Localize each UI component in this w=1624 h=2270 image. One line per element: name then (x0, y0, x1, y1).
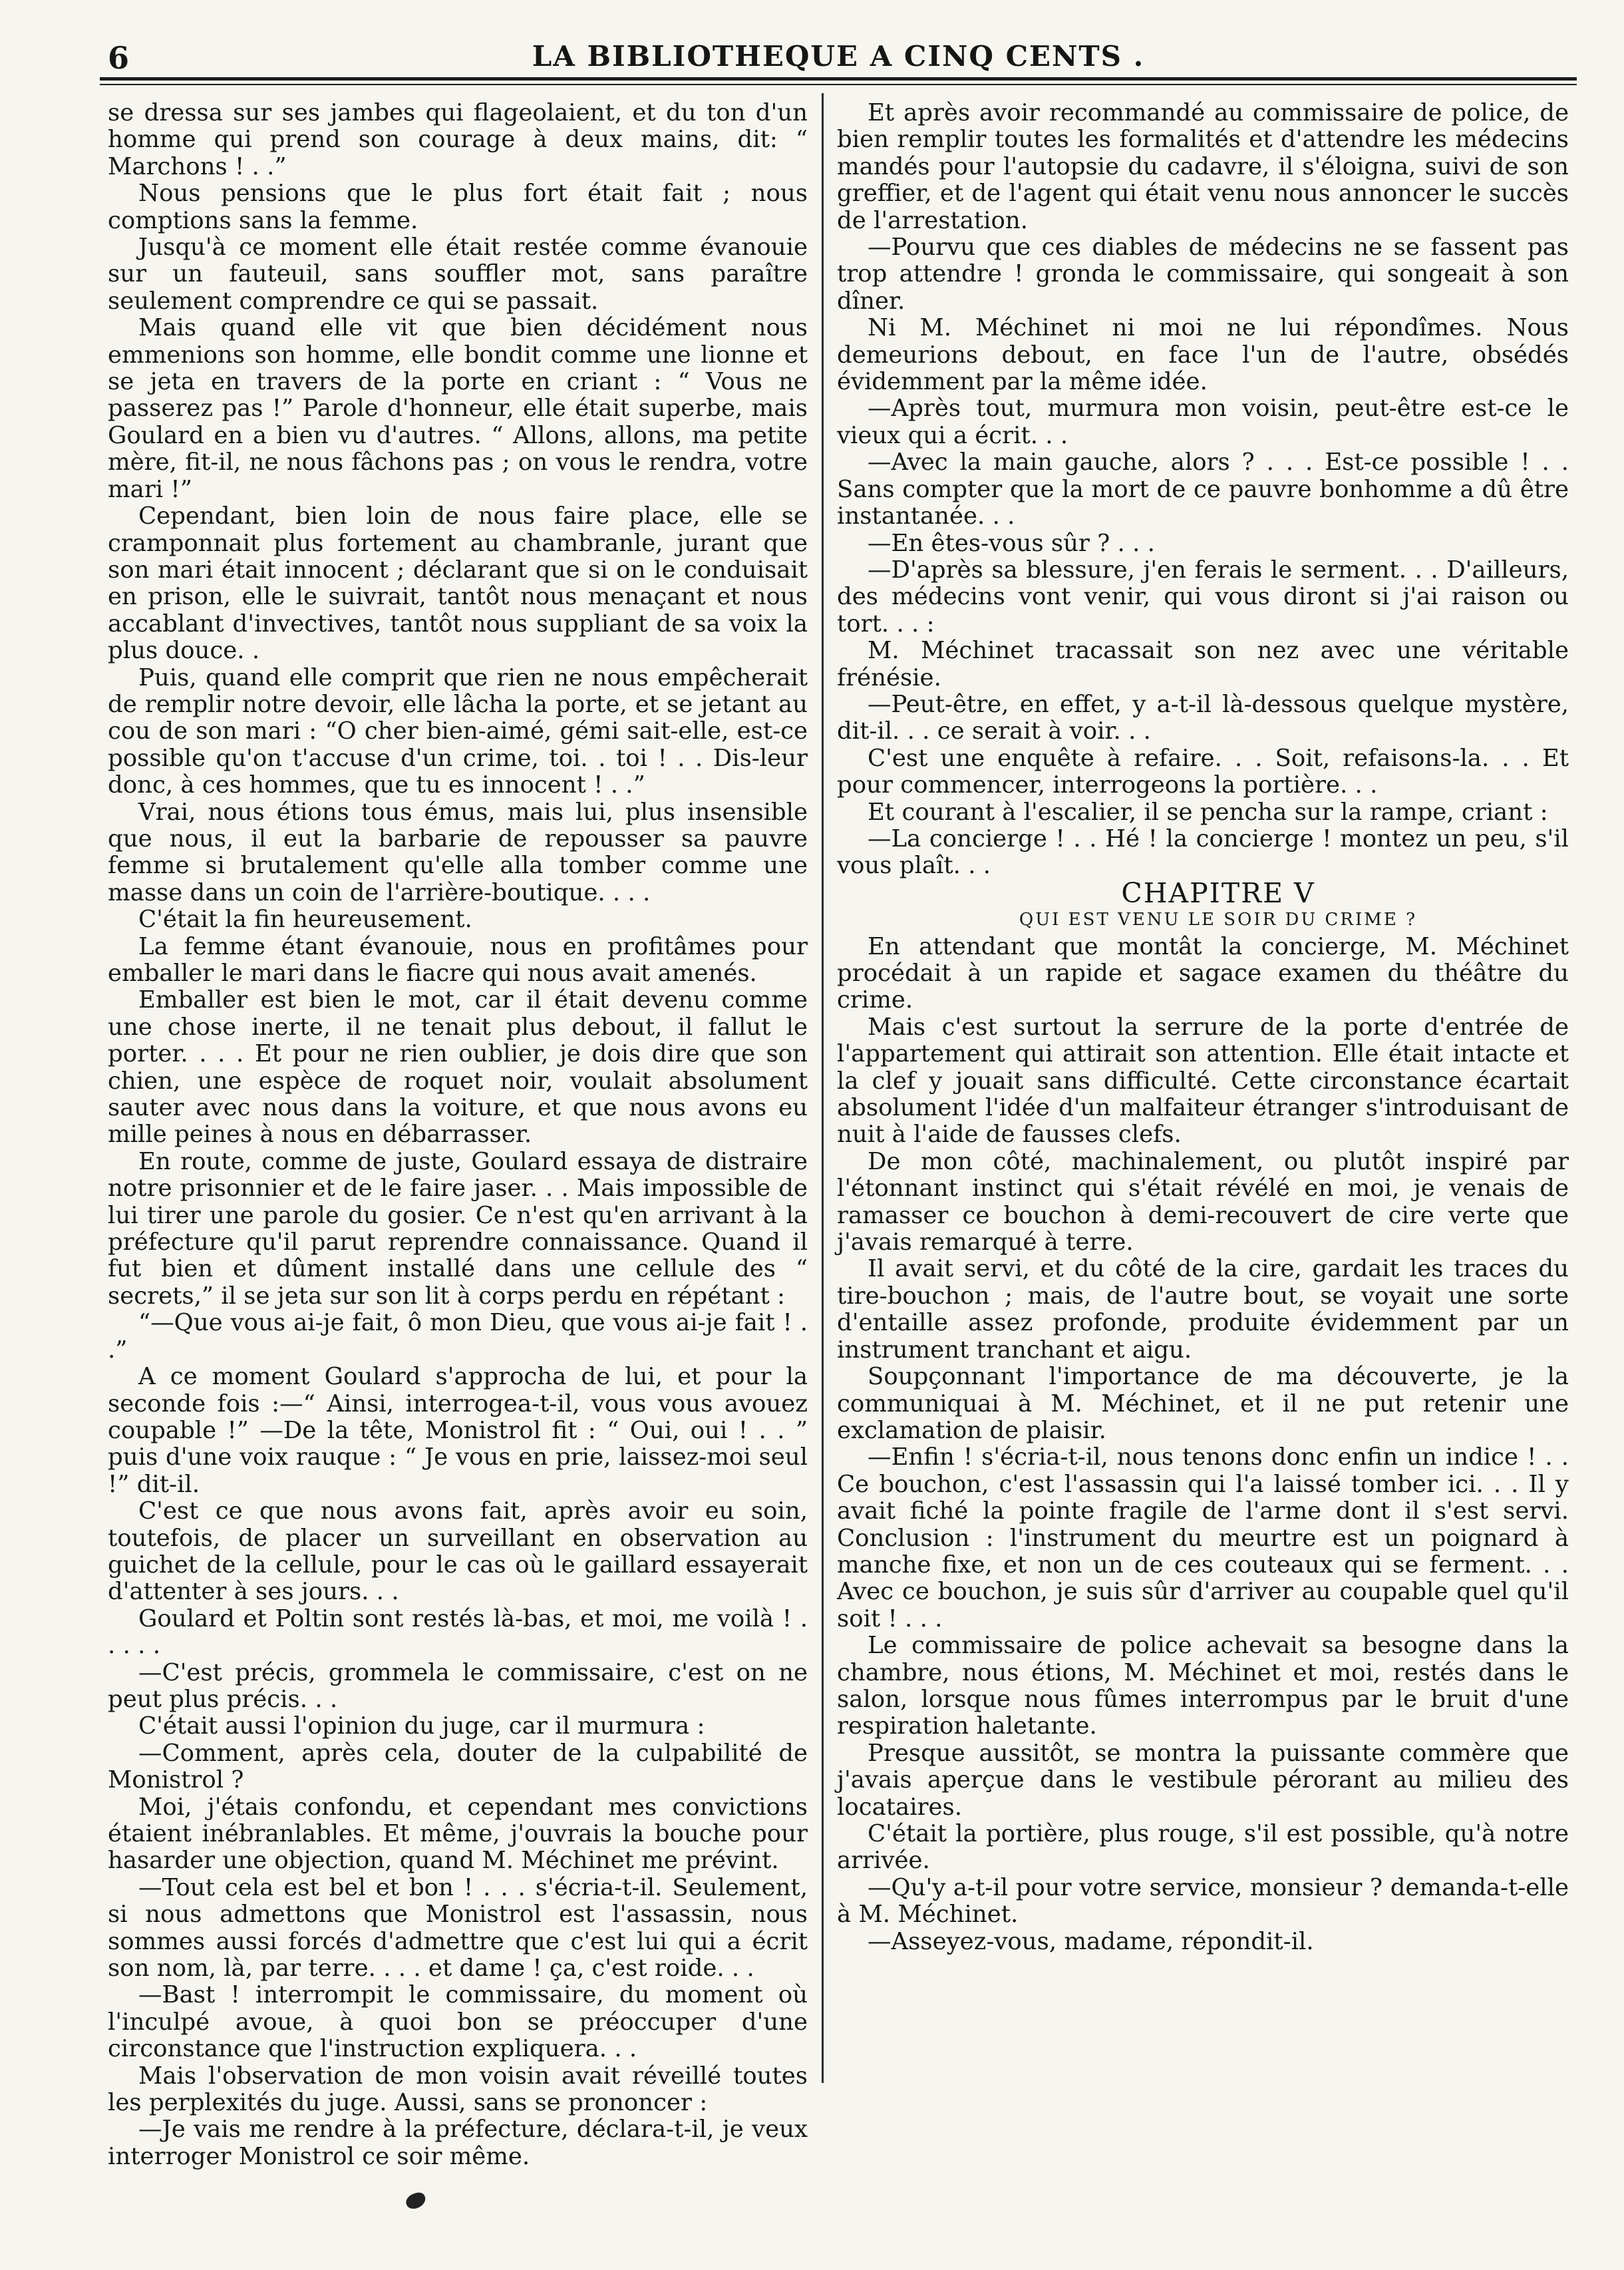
paragraph: C'est une enquête à refaire. . . Soit, refaisons-la. . . Et pour commencer, interrogeons la portière. . . (837, 744, 1569, 799)
paragraph: Soupçonnant l'importance de ma découverte, je la communiquai à M. Méchinet, et il ne put retenir une exclamation de plaisir. (837, 1363, 1569, 1444)
paragraph: Et courant à l'escalier, il se pencha sur la rampe, criant : (868, 798, 1548, 826)
right-column-text-after-chapter (837, 934, 1569, 1955)
paragraph: “—Que vous ai-je fait, ô mon Dieu, que vous ai-je fait ! . .” (108, 1309, 808, 1364)
paragraph: Vrai, nous étions tous émus, mais lui, plus insensible que nous, il eut la barbarie de repousser sa pauvre femme si brutalement qu'elle alla tomber comme une masse dans un coin de l'arrière-boutique. . . . (108, 798, 808, 906)
column-divider (822, 93, 824, 2083)
paragraph: C'était la fin heureusement. (138, 906, 472, 934)
paragraph: —Asseyez-vous, madame, répondit-il. (868, 1927, 1314, 1955)
chapter-subtitle: QUI EST VENU LE SOIR DU CRIME ? (1019, 910, 1418, 930)
newspaper-page (100, 0, 1577, 2270)
paragraph: Goulard et Poltin sont restés là-bas, et moi, me voilà ! . . . . . (108, 1605, 808, 1660)
paragraph: Et après avoir recommandé au commissaire de police, de bien remplir toutes les formalités et d'attendre les médecins mandés pour l'autopsie du cadavre, il s'éloigna, suivi de son greffier, et de l'agent qui était venu nous annoncer le succès de l'arrestation. (837, 99, 1569, 234)
paragraph: En attendant que montât la concierge, M. Méchinet procédait à un rapide et sagace examen du théâtre du crime. (837, 932, 1569, 1014)
paragraph: —Je vais me rendre à la préfecture, déclara-t-il, je veux interroger Monistrol ce soir même. (108, 2116, 808, 2170)
paragraph: C'était aussi l'opinion du juge, car il murmura : (138, 1712, 705, 1740)
header-rule-thick (100, 77, 1577, 81)
paragraph: C'était la portière, plus rouge, s'il est possible, qu'à notre arrivée. (837, 1820, 1569, 1875)
paragraph: —Pourvu que ces diables de médecins ne se fassent pas trop attendre ! gronda le commissaire, qui songeait à son dîner. (837, 234, 1569, 315)
paragraph: M. Méchinet tracassait son nez avec une véritable frénésie. (837, 637, 1569, 691)
paragraph: De mon côté, machinalement, ou plutôt inspiré par l'étonnant instinct qui s'était révélé en moi, je venais de ramasser ce bouchon à demi-recouvert de cire verte que j'avais remarqué à terre. (837, 1147, 1569, 1256)
paragraph: Mais c'est surtout la serrure de la porte d'entrée de l'appartement qui attirait son attention. Elle était intacte et la clef y jouait sans difficulté. Cette circonstance écartait absolument l'idée d'un malfaiteur étranger s'introduisant de nuit à l'aide de fausses clefs. (837, 1013, 1569, 1149)
paragraph: Presque aussitôt, se montra la puissante commère que j'avais aperçue dans le vestibule pérorant au milieu des locataires. (837, 1739, 1569, 1821)
paragraph: Moi, j'étais confondu, et cependant mes convictions étaient inébranlables. Et même, j'ouvrais la bouche pour hasarder une objection, quand M. Méchinet me prévint. (108, 1793, 808, 1875)
paragraph: —En êtes-vous sûr ? . . . (868, 529, 1155, 557)
paragraph: Mais l'observation de mon voisin avait réveillé toutes les perplexités du juge. Aussi, sans se prononcer : (108, 2062, 808, 2117)
paragraph: A ce moment Goulard s'approcha de lui, et pour la seconde fois :—“ Ainsi, interrogea-t-il, vous vous avouez coupable !” —De la tête, Monistrol fit : “ Oui, oui ! . . ” puis d'une voix rauque : “ Je vous en prie, laissez-moi seul !” dit-il. (108, 1363, 808, 1498)
paragraph: Il avait servi, et du côté de la cire, gardait les traces du tire-bouchon ; mais, de l'autre bout, se voyait une sorte d'entaille assez profonde, produite évidemment par un instrument tranchant et aigu. (837, 1255, 1569, 1364)
paragraph: se dressa sur ses jambes qui flageolaient, et du ton d'un homme qui prend son courage à deux mains, dit: “ Marchons ! . .” (108, 99, 808, 180)
paragraph: Cependant, bien loin de nous faire place, elle se cramponnait plus fortement au chambranle, jurant que son mari était innocent ; déclarant que si on le conduisait en prison, elle le suivrait, tantôt nous menaçant et nous accablant d'invectives, tantôt nous suppliant de sa voix la plus douce. . (108, 502, 808, 665)
paragraph: C'est ce que nous avons fait, après avoir eu soin, toutefois, de placer un surveillant en observation au guichet de la cellule, pour le cas où le gaillard essayerait d'attenter à ses jours. . . (108, 1497, 808, 1606)
paragraph: —Après tout, murmura mon voisin, peut-être est-ce le vieux qui a écrit. . . (837, 395, 1569, 449)
paragraph: —Peut-être, en effet, y a-t-il là-dessous quelque mystère, dit-il. . . ce serait à voir. . . (837, 690, 1569, 745)
paragraph: Le commissaire de police achevait sa besogne dans la chambre, nous étions, M. Méchinet et moi, restés dans le salon, lorsque nous fûmes interrompus par le bruit d'une respiration haletante. (837, 1632, 1569, 1740)
paragraph: Ni M. Méchinet ni moi ne lui répondîmes. Nous demeurions debout, en face l'un de l'autre, obsédés évidemment par la même idée. (837, 314, 1569, 396)
right-column-text-before-chapter (837, 100, 1569, 880)
paragraph: Mais quand elle vit que bien décidément nous emmenions son homme, elle bondit comme une lionne et se jeta en travers de la porte en criant : “ Vous ne passerez pas !” Parole d'honneur, elle était superbe, mais Goulard en a bien vu d'autres. “ Allons, allons, ma petite mère, fit-il, ne nous fâchons pas ; on vous le rendra, votre mari !” (108, 314, 808, 503)
paragraph: —C'est précis, grommela le commissaire, c'est on ne peut plus précis. . . (108, 1658, 808, 1713)
paragraph: —Bast ! interrompit le commissaire, du moment où l'inculpé avoue, à quoi bon se préoccuper d'une circonstance que l'instruction expliquera. . . (108, 1981, 808, 2063)
chapter-heading: CHAPITRE V (1121, 876, 1315, 909)
paragraph: —D'après sa blessure, j'en ferais le serment. . . D'ailleurs, des médecins vont venir, qui vous diront si j'ai raison ou tort. . . : (837, 556, 1569, 638)
paragraph: Jusqu'à ce moment elle était restée comme évanouie sur un fauteuil, sans souffler mot, sans paraître seulement comprendre ce qui se passait. (108, 234, 808, 315)
paragraph: Emballer est bien le mot, car il était devenu comme une chose inerte, il ne tenait plus debout, il fallut le porter. . . . Et pour ne rien oublier, je dois dire que son chien, une espèce de roquet noir, voulait absolument sauter avec nous dans la voiture, et que nous avons eu mille peines à nous en débarrasser. (108, 986, 808, 1149)
paragraph: —Comment, après cela, douter de la culpabilité de Monistrol ? (108, 1739, 808, 1794)
paragraph: Puis, quand elle comprit que rien ne nous empêcherait de remplir notre devoir, elle lâcha la porte, et se jetant au cou de son mari : “O cher bien-aimé, gémi sait-elle, est-ce possible qu'on t'accuse d'un crime, toi. . toi ! . . Dis-leur donc, à ces hommes, que tu es innocent ! . .” (108, 663, 808, 799)
page-number: 6 (108, 40, 130, 76)
left-column (108, 100, 808, 2170)
paragraph: En route, comme de juste, Goulard essaya de distraire notre prisonnier et de le faire jaser. . . Mais impossible de lui tirer une parole du gosier. Ce n'est qu'en arrivant à la préfecture qu'il parut reprendre connaissance. Quand il fut bien et dûment installé dans une cellule des “ secrets,” il se jeta sur son lit à corps perdu en répétant : (108, 1147, 808, 1310)
paragraph: Nous pensions que le plus fort était fait ; nous comptions sans la femme. (108, 180, 808, 234)
paragraph: —La concierge ! . . Hé ! la concierge ! montez un peu, s'il vous plaît. . . (837, 825, 1569, 880)
paragraph: La femme étant évanouie, nous en profitâmes pour emballer le mari dans le fiacre qui nous avait amenés. (108, 932, 808, 987)
running-title: LA BIBLIOTHEQUE A CINQ CENTS . (532, 40, 1145, 73)
header-rule-thin (100, 84, 1577, 85)
paragraph: —Qu'y a-t-il pour votre service, monsieur ? demanda-t-elle à M. Méchinet. (837, 1873, 1569, 1929)
right-column (837, 100, 1569, 1955)
paragraph: —Enfin ! s'écria-t-il, nous tenons donc enfin un indice ! . . Ce bouchon, c'est l'assassin qui l'a laissé tomber ici. . . Il y avait fiché la pointe fragile de l'arme dont il s'est servi. Conclusion : l'instrument du meurtre est un poignard à manche fixe, et non un de ces couteaux qui se ferment. . . Avec ce bouchon, je suis sûr d'arriver au coupable quel qu'il soit ! . . . (837, 1443, 1569, 1632)
paragraph: —Tout cela est bel et bon ! . . . s'écria-t-il. Seulement, si nous admettons que Monistrol est l'assassin, nous sommes aussi forcés d'admettre que c'est lui qui a écrit son nom, là, par terre. . . . et dame ! ça, c'est roide. . . (108, 1873, 808, 1983)
paragraph: —Avec la main gauche, alors ? . . . Est-ce possible ! . . Sans compter que la mort de ce pauvre bonhomme a dû être instantanée. . . (837, 449, 1569, 530)
page-header (100, 35, 1577, 75)
